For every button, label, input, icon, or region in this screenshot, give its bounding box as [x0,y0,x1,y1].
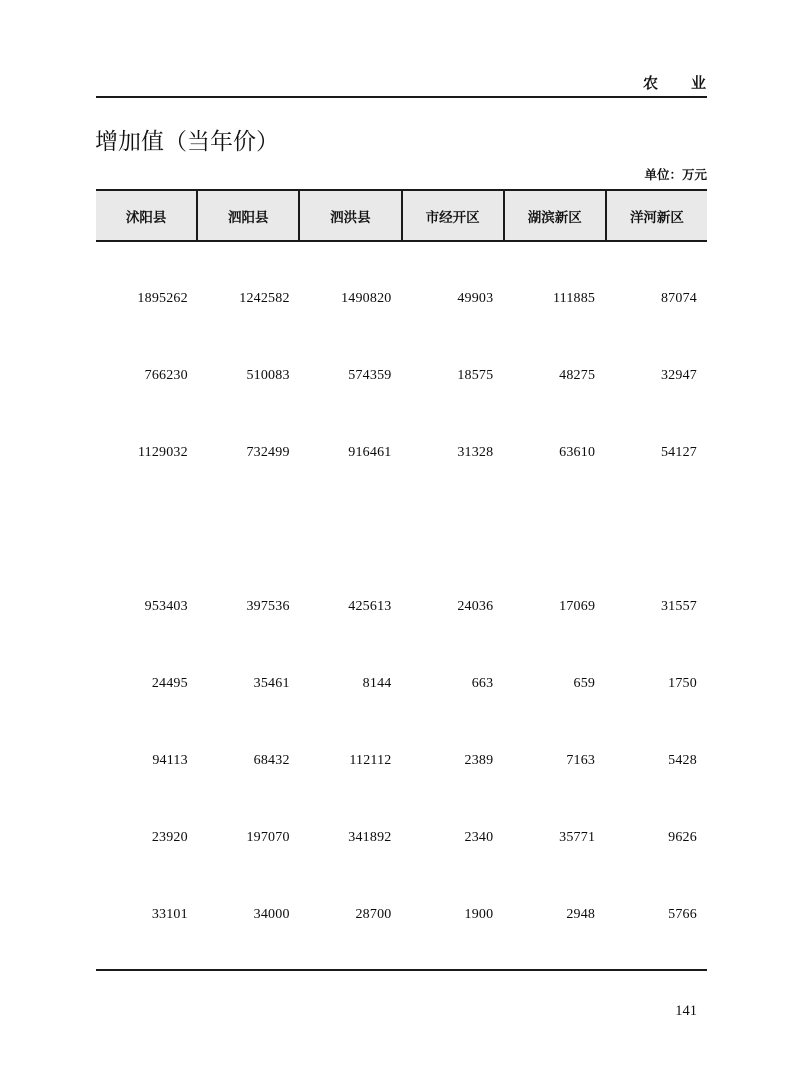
table-cell: 341892 [348,829,392,845]
table-cell: 1242582 [239,290,290,306]
running-head: 农 业 [96,74,707,98]
column-header: 泗洪县 [300,191,402,240]
table-cell: 111885 [552,290,596,306]
page-number: 141 [675,1003,697,1019]
table-cell: 197070 [246,829,290,845]
table-cell: 54127 [660,444,697,460]
table-cell: 18575 [457,367,494,383]
table-cell: 953403 [144,598,188,614]
table-cell: 49903 [457,290,494,306]
table-cell: 24036 [457,598,494,614]
table-cell: 1900 [464,906,494,922]
table-cell: 5428 [668,752,697,768]
table-cell: 663 [471,675,494,691]
column-header: 沭阳县 [96,191,198,240]
table-cell: 32947 [660,367,697,383]
table-cell: 766230 [144,367,188,383]
column-header: 市经开区 [403,191,505,240]
table-cell: 732499 [246,444,290,460]
table-cell: 1490820 [341,290,392,306]
table-row [96,876,707,953]
table-cell: 31328 [457,444,494,460]
table-cell: 9626 [668,829,697,845]
table-cell: 94113 [152,752,188,768]
table-cell: 24495 [151,675,188,691]
table-cell: 33101 [151,906,188,922]
table-cell: 35771 [559,829,596,845]
table-cell: 17069 [559,598,596,614]
table-body [96,242,707,969]
table-cell: 8144 [362,675,392,691]
column-header: 洋河新区 [629,209,684,225]
table-cell: 48275 [559,367,596,383]
table-cell: 574359 [348,367,392,383]
column-header: 泗阳县 [198,191,300,240]
table-cell: 31557 [660,598,697,614]
table-cell: 23920 [151,829,188,845]
table-row [96,568,707,645]
table-cell: 5766 [668,906,697,922]
table-cell: 63610 [559,444,596,460]
table-cell: 28700 [355,906,392,922]
table-cell: 510083 [246,367,290,383]
table-cell: 425613 [348,598,392,614]
table-header-row [96,191,707,242]
table-row [96,414,707,491]
table-row [96,337,707,414]
table-row [96,799,707,876]
table-cell: 68432 [253,752,290,768]
table-cell: 2948 [566,906,596,922]
table-row [96,645,707,722]
table-cell: 34000 [253,906,290,922]
table-cell: 1129032 [137,444,188,460]
page-title: 增加值（当年价） [95,129,279,154]
table-cell: 87074 [660,290,697,306]
table-cell: 112112 [349,752,392,768]
table-row-blank [96,491,707,568]
table-cell: 2389 [464,752,494,768]
table-row [96,722,707,799]
table-cell: 659 [573,675,596,691]
table-cell: 916461 [348,444,392,460]
statistics-table [96,189,707,971]
column-header: 湖滨新区 [505,191,607,240]
table-cell: 1750 [668,675,697,691]
table-cell: 1895262 [137,290,188,306]
table-cell: 397536 [246,598,290,614]
table-row [96,260,707,337]
table-cell: 7163 [566,752,596,768]
unit-label: 单位：万元 [644,168,707,182]
table-cell: 35461 [253,675,290,691]
table-cell: 2340 [464,829,494,845]
